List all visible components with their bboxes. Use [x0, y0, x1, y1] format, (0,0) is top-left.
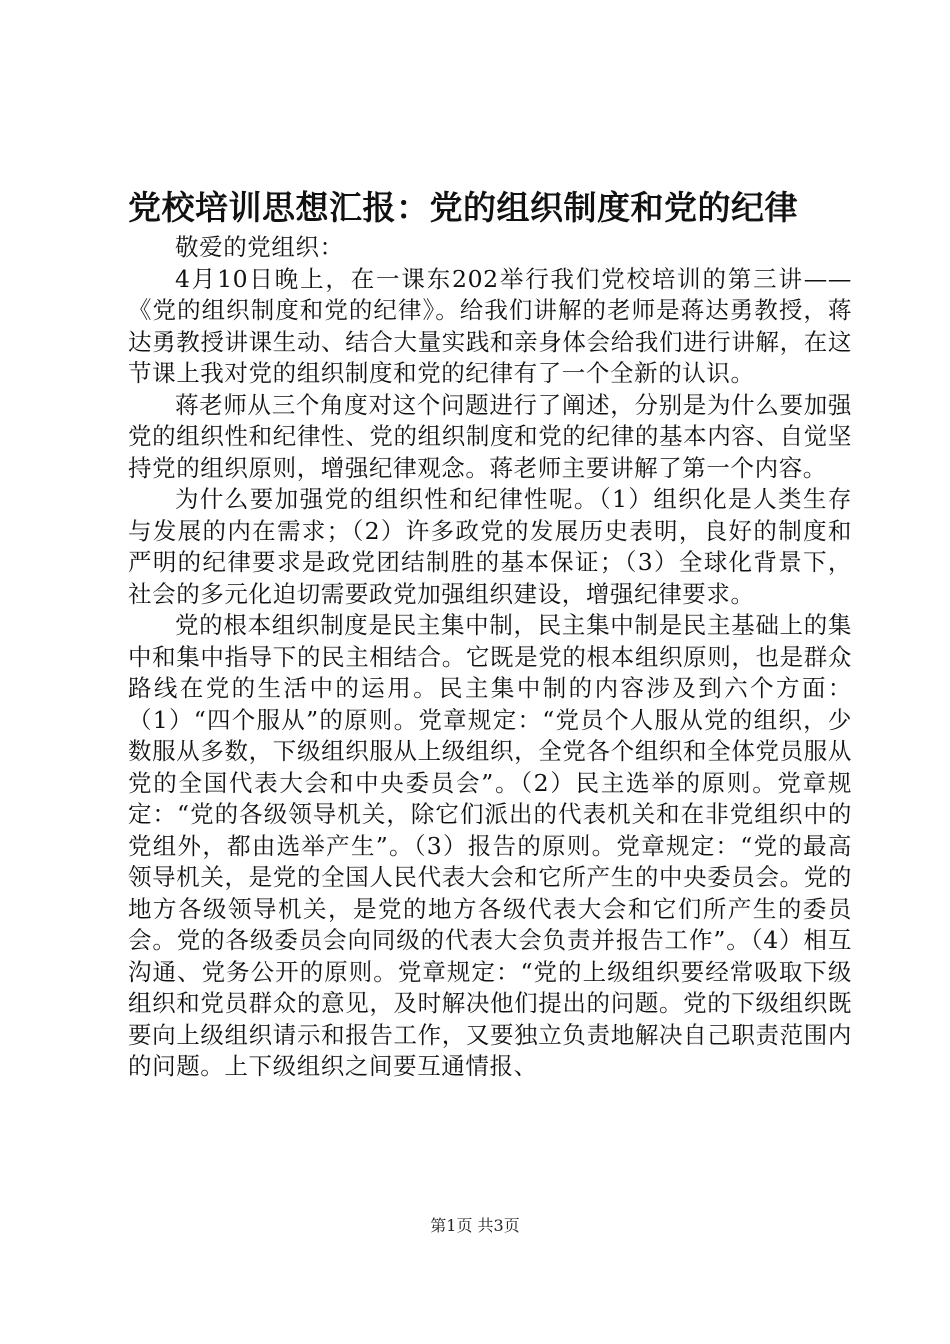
document-body [128, 232, 852, 1083]
body-paragraph: 党的根本组织制度是民主集中制，民主集中制是民主基础上的集中和集中指导下的民主相结合。它既是党的根本组织原则，也是群众路线在党的生活中的运用。民主集中制的内容涉及到六个方面：（1）“四个服从”的原则。党章规定：“党员个人服从党的组织，少数服从多数，下级组织服从上级组织，全党各个组织和全体党员服从党的全国代表大会和中央委员会”。（2）民主选举的原则。党章规定：“党的各级领导机关，除它们派出的代表机关和在非党组织中的党组外，都由选举产生”。（3）报告的原则。党章规定：“党的最高领导机关，是党的全国人民代表大会和它所产生的中央委员会。党的地方各级领导机关，是党的地方各级代表大会和它们所产生的委员会。党的各级委员会向同级的代表大会负责并报告工作”。（4）相互沟通、党务公开的原则。党章规定：“党的上级组织要经常吸取下级组织和党员群众的意见，及时解决他们提出的问题。党的下级组织既要向上级组织请示和报告工作，又要独立负责地解决自己职责范围内的问题。上下级组织之间要互通情报、 [128, 611, 852, 1080]
body-paragraph: 4月10日晚上，在一课东202举行我们党校培训的第三讲——《党的组织制度和党的纪律》。给我们讲解的老师是蒋达勇教授，蒋达勇教授讲课生动、结合大量实践和亲身体会给我们进行讲解，在这节课上我对党的组织制度和党的纪律有了一个全新的认识。 [128, 264, 852, 387]
page-number-footer: 第1页 共3页 [430, 1216, 520, 1235]
body-paragraph: 蒋老师从三个角度对这个问题进行了阐述，分别是为什么要加强党的组织性和纪律性、党的组织制度和党的纪律的基本内容、自觉坚持党的组织原则，增强纪律观念。蒋老师主要讲解了第一个内容。 [128, 390, 852, 482]
document-title: 党校培训思想汇报：党的组织制度和党的纪律 [128, 188, 798, 227]
salutation-paragraph: 敬爱的党组织： [175, 233, 344, 261]
body-paragraph: 为什么要加强党的组织性和纪律性呢。（1）组织化是人类生存与发展的内在需求；（2）许多政党的发展历史表明，良好的制度和严明的纪律要求是政党团结制胜的基本保证；（3）全球化背景下，社会的多元化迫切需要政党加强组织建设，增强纪律要求。 [128, 485, 852, 608]
